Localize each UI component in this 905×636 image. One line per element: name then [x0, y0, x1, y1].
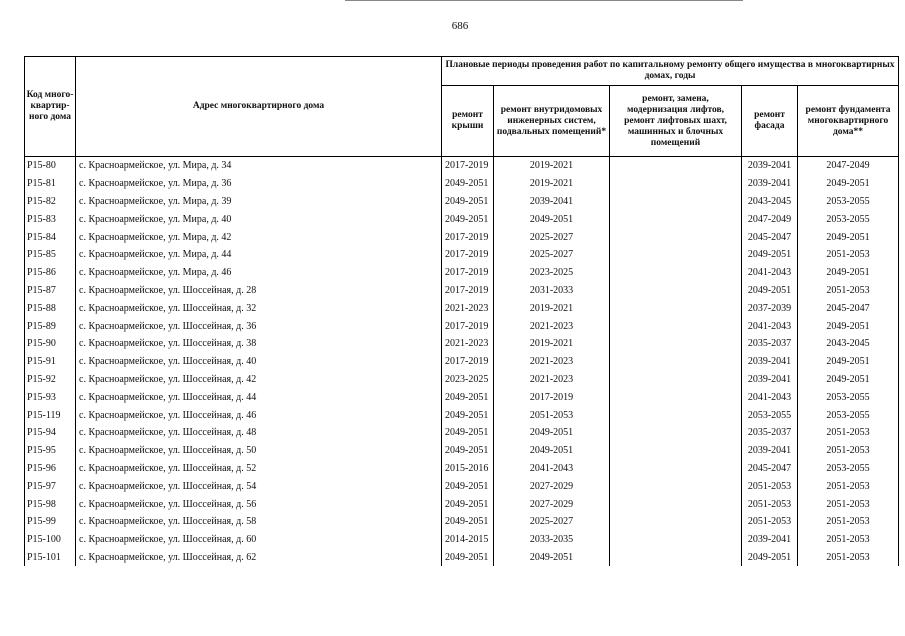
cell-foundation: 2049-2051: [798, 371, 899, 389]
cell-engineering: 2051-2053: [494, 406, 610, 424]
header-code: Код много-квартир-ного дома: [25, 57, 76, 157]
cell-foundation: 2053-2055: [798, 406, 899, 424]
cell-foundation: 2045-2047: [798, 299, 899, 317]
cell-address: с. Красноармейское, ул. Мира, д. 40: [76, 210, 442, 228]
cell-elevators: [610, 371, 742, 389]
cell-engineering: 2021-2023: [494, 371, 610, 389]
page-number: 686: [451, 20, 469, 32]
cell-address: с. Красноармейское, ул. Шоссейная, д. 54: [76, 477, 442, 495]
cell-elevators: [610, 495, 742, 513]
cell-code: Р15-81: [25, 175, 76, 193]
cell-roof: 2049-2051: [442, 442, 494, 460]
cell-elevators: [610, 264, 742, 282]
table-row: [25, 228, 899, 246]
cell-engineering: 2027-2029: [494, 477, 610, 495]
cell-code: Р15-91: [25, 353, 76, 371]
cell-foundation: 2049-2051: [798, 353, 899, 371]
cell-roof: 2015-2016: [442, 460, 494, 478]
top-rule: [345, 0, 743, 1]
cell-roof: 2049-2051: [442, 477, 494, 495]
cell-facade: 2047-2049: [742, 210, 798, 228]
cell-code: Р15-100: [25, 531, 76, 549]
cell-address: с. Красноармейское, ул. Мира, д. 39: [76, 193, 442, 211]
cell-engineering: 2025-2027: [494, 513, 610, 531]
cell-roof: 2017-2019: [442, 282, 494, 300]
cell-elevators: [610, 353, 742, 371]
table-row: [25, 157, 899, 175]
cell-facade: 2041-2043: [742, 264, 798, 282]
cell-foundation: 2051-2053: [798, 549, 899, 567]
cell-address: с. Красноармейское, ул. Шоссейная, д. 36: [76, 317, 442, 335]
table-row: [25, 388, 899, 406]
cell-foundation: 2051-2053: [798, 282, 899, 300]
cell-facade: 2043-2045: [742, 193, 798, 211]
cell-elevators: [610, 549, 742, 567]
cell-address: с. Красноармейское, ул. Шоссейная, д. 52: [76, 460, 442, 478]
header-planned-periods: Плановые периоды проведения работ по капитальному ремонту общего имущества в многоквартирных домах, годы: [442, 57, 899, 86]
cell-roof: 2017-2019: [442, 157, 494, 175]
cell-elevators: [610, 299, 742, 317]
cell-engineering: 2017-2019: [494, 388, 610, 406]
cell-facade: 2041-2043: [742, 317, 798, 335]
cell-elevators: [610, 157, 742, 175]
table-body: [25, 157, 899, 567]
table-row: [25, 246, 899, 264]
cell-facade: 2053-2055: [742, 406, 798, 424]
cell-facade: 2049-2051: [742, 549, 798, 567]
table-row: [25, 549, 899, 567]
cell-roof: 2049-2051: [442, 513, 494, 531]
cell-engineering: 2049-2051: [494, 424, 610, 442]
cell-elevators: [610, 193, 742, 211]
cell-engineering: 2021-2023: [494, 317, 610, 335]
cell-address: с. Красноармейское, ул. Шоссейная, д. 60: [76, 531, 442, 549]
table-row: [25, 299, 899, 317]
header-elevators: ремонт, замена, модернизация лифтов, ремонт лифтовых шахт, машинных и блочных помещений: [610, 86, 742, 157]
cell-elevators: [610, 175, 742, 193]
cell-elevators: [610, 406, 742, 424]
cell-roof: 2021-2023: [442, 335, 494, 353]
cell-roof: 2049-2051: [442, 175, 494, 193]
cell-elevators: [610, 228, 742, 246]
cell-facade: 2037-2039: [742, 299, 798, 317]
cell-facade: 2035-2037: [742, 335, 798, 353]
cell-code: Р15-87: [25, 282, 76, 300]
table-row: [25, 513, 899, 531]
cell-address: с. Красноармейское, ул. Шоссейная, д. 28: [76, 282, 442, 300]
cell-roof: 2017-2019: [442, 353, 494, 371]
header-facade: ремонт фасада: [742, 86, 798, 157]
cell-foundation: 2051-2053: [798, 531, 899, 549]
cell-address: с. Красноармейское, ул. Шоссейная, д. 46: [76, 406, 442, 424]
cell-code: Р15-83: [25, 210, 76, 228]
repair-schedule-table: [24, 56, 899, 566]
cell-address: с. Красноармейское, ул. Шоссейная, д. 44: [76, 388, 442, 406]
cell-facade: 2039-2041: [742, 371, 798, 389]
cell-roof: 2017-2019: [442, 264, 494, 282]
cell-facade: 2049-2051: [742, 246, 798, 264]
cell-engineering: 2041-2043: [494, 460, 610, 478]
cell-elevators: [610, 282, 742, 300]
cell-facade: 2045-2047: [742, 228, 798, 246]
cell-engineering: 2039-2041: [494, 193, 610, 211]
cell-foundation: 2047-2049: [798, 157, 899, 175]
cell-code: Р15-119: [25, 406, 76, 424]
cell-foundation: 2049-2051: [798, 228, 899, 246]
cell-roof: 2049-2051: [442, 495, 494, 513]
table-row: [25, 335, 899, 353]
table-row: [25, 442, 899, 460]
table-row: [25, 317, 899, 335]
cell-foundation: 2051-2053: [798, 424, 899, 442]
cell-foundation: 2051-2053: [798, 495, 899, 513]
cell-address: с. Красноармейское, ул. Шоссейная, д. 56: [76, 495, 442, 513]
cell-engineering: 2019-2021: [494, 335, 610, 353]
cell-code: Р15-92: [25, 371, 76, 389]
cell-elevators: [610, 335, 742, 353]
cell-engineering: 2021-2023: [494, 353, 610, 371]
cell-foundation: 2043-2045: [798, 335, 899, 353]
cell-foundation: 2049-2051: [798, 175, 899, 193]
cell-engineering: 2031-2033: [494, 282, 610, 300]
header-roof: ремонт крыши: [442, 86, 494, 157]
cell-address: с. Красноармейское, ул. Мира, д. 44: [76, 246, 442, 264]
cell-facade: 2039-2041: [742, 531, 798, 549]
cell-elevators: [610, 424, 742, 442]
cell-code: Р15-99: [25, 513, 76, 531]
cell-roof: 2017-2019: [442, 317, 494, 335]
cell-engineering: 2049-2051: [494, 442, 610, 460]
cell-code: Р15-90: [25, 335, 76, 353]
cell-address: с. Красноармейское, ул. Шоссейная, д. 32: [76, 299, 442, 317]
cell-facade: 2051-2053: [742, 495, 798, 513]
cell-code: Р15-93: [25, 388, 76, 406]
table-row: [25, 264, 899, 282]
cell-foundation: 2051-2053: [798, 442, 899, 460]
cell-elevators: [610, 388, 742, 406]
cell-code: Р15-101: [25, 549, 76, 567]
cell-roof: 2049-2051: [442, 549, 494, 567]
cell-address: с. Красноармейское, ул. Шоссейная, д. 42: [76, 371, 442, 389]
cell-engineering: 2019-2021: [494, 157, 610, 175]
cell-address: с. Красноармейское, ул. Мира, д. 36: [76, 175, 442, 193]
cell-elevators: [610, 442, 742, 460]
cell-address: с. Красноармейское, ул. Шоссейная, д. 48: [76, 424, 442, 442]
cell-address: с. Красноармейское, ул. Мира, д. 46: [76, 264, 442, 282]
cell-address: с. Красноармейское, ул. Мира, д. 42: [76, 228, 442, 246]
cell-code: Р15-95: [25, 442, 76, 460]
cell-code: Р15-96: [25, 460, 76, 478]
cell-elevators: [610, 317, 742, 335]
table-row: [25, 210, 899, 228]
cell-facade: 2039-2041: [742, 157, 798, 175]
cell-facade: 2035-2037: [742, 424, 798, 442]
cell-roof: 2049-2051: [442, 424, 494, 442]
table-row: [25, 193, 899, 211]
cell-roof: 2049-2051: [442, 388, 494, 406]
cell-roof: 2014-2015: [442, 531, 494, 549]
cell-code: Р15-88: [25, 299, 76, 317]
cell-elevators: [610, 210, 742, 228]
cell-elevators: [610, 531, 742, 549]
cell-code: Р15-82: [25, 193, 76, 211]
cell-engineering: 2023-2025: [494, 264, 610, 282]
table-row: [25, 282, 899, 300]
table-row: [25, 424, 899, 442]
cell-foundation: 2053-2055: [798, 210, 899, 228]
cell-engineering: 2025-2027: [494, 228, 610, 246]
cell-foundation: 2053-2055: [798, 460, 899, 478]
cell-engineering: 2019-2021: [494, 175, 610, 193]
cell-code: Р15-94: [25, 424, 76, 442]
cell-foundation: 2053-2055: [798, 388, 899, 406]
cell-roof: 2049-2051: [442, 406, 494, 424]
cell-engineering: 2033-2035: [494, 531, 610, 549]
header-foundation: ремонт фундамента многоквартирного дома**: [798, 86, 899, 157]
cell-foundation: 2051-2053: [798, 513, 899, 531]
table-row: [25, 175, 899, 193]
cell-facade: 2039-2041: [742, 442, 798, 460]
cell-code: Р15-86: [25, 264, 76, 282]
cell-engineering: 2049-2051: [494, 549, 610, 567]
cell-facade: 2051-2053: [742, 477, 798, 495]
cell-foundation: 2051-2053: [798, 477, 899, 495]
cell-elevators: [610, 460, 742, 478]
cell-address: с. Красноармейское, ул. Шоссейная, д. 62: [76, 549, 442, 567]
cell-engineering: 2019-2021: [494, 299, 610, 317]
cell-address: с. Красноармейское, ул. Шоссейная, д. 58: [76, 513, 442, 531]
cell-facade: 2051-2053: [742, 513, 798, 531]
cell-engineering: 2025-2027: [494, 246, 610, 264]
cell-elevators: [610, 513, 742, 531]
cell-code: Р15-97: [25, 477, 76, 495]
cell-roof: 2017-2019: [442, 228, 494, 246]
cell-code: Р15-89: [25, 317, 76, 335]
cell-address: с. Красноармейское, ул. Шоссейная, д. 40: [76, 353, 442, 371]
cell-roof: 2023-2025: [442, 371, 494, 389]
table-row: [25, 531, 899, 549]
cell-facade: 2045-2047: [742, 460, 798, 478]
cell-engineering: 2049-2051: [494, 210, 610, 228]
cell-facade: 2039-2041: [742, 175, 798, 193]
table-row: [25, 353, 899, 371]
header-engineering: ремонт внутридомовых инженерных систем, подвальных помещений*: [494, 86, 610, 157]
header-address: Адрес многоквартирного дома: [76, 57, 442, 157]
cell-elevators: [610, 477, 742, 495]
table-row: [25, 477, 899, 495]
cell-facade: 2041-2043: [742, 388, 798, 406]
cell-code: Р15-84: [25, 228, 76, 246]
cell-foundation: 2051-2053: [798, 246, 899, 264]
cell-address: с. Красноармейское, ул. Мира, д. 34: [76, 157, 442, 175]
cell-address: с. Красноармейское, ул. Шоссейная, д. 50: [76, 442, 442, 460]
cell-code: Р15-85: [25, 246, 76, 264]
table-row: [25, 406, 899, 424]
table-row: [25, 460, 899, 478]
cell-roof: 2017-2019: [442, 246, 494, 264]
cell-code: Р15-98: [25, 495, 76, 513]
cell-code: Р15-80: [25, 157, 76, 175]
cell-facade: 2039-2041: [742, 353, 798, 371]
cell-elevators: [610, 246, 742, 264]
cell-roof: 2021-2023: [442, 299, 494, 317]
table-row: [25, 371, 899, 389]
cell-foundation: 2049-2051: [798, 264, 899, 282]
cell-engineering: 2027-2029: [494, 495, 610, 513]
cell-foundation: 2053-2055: [798, 193, 899, 211]
cell-address: с. Красноармейское, ул. Шоссейная, д. 38: [76, 335, 442, 353]
cell-roof: 2049-2051: [442, 193, 494, 211]
table-row: [25, 495, 899, 513]
cell-roof: 2049-2051: [442, 210, 494, 228]
cell-foundation: 2049-2051: [798, 317, 899, 335]
cell-facade: 2049-2051: [742, 282, 798, 300]
